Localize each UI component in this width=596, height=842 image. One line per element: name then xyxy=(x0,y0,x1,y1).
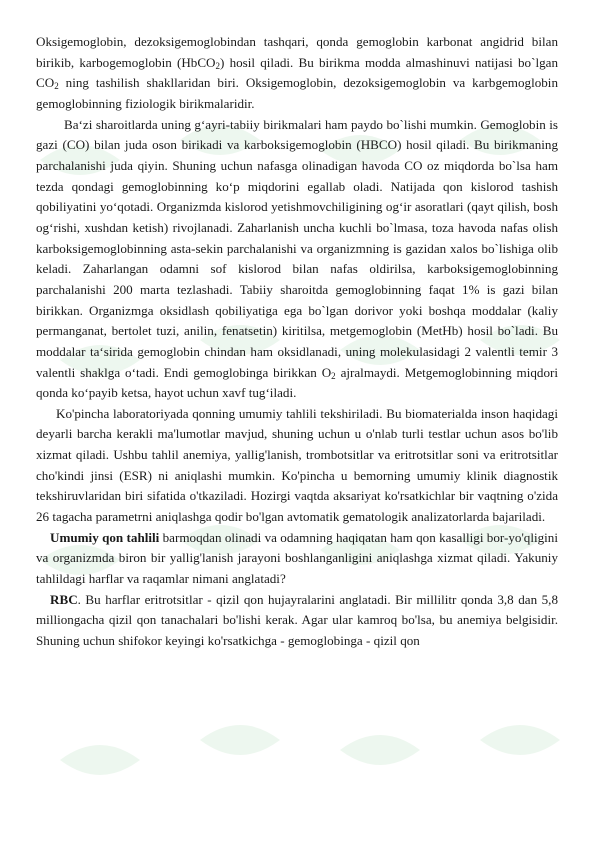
text-run: barmoqdan olinadi va odamning haqiqatan ham qon kasalligi bor-yo'qligini va organizmda biron bir yallig'lanish jarayoni boshlanganligini aniqlashga xizmat qiladi. Yakuniy tahlildagi harflar va raqamlar nimani anglatadi? xyxy=(36,529,558,587)
paragraph-1 xyxy=(36,32,558,115)
text-run: Ko'pincha laboratoriyada qonning umumiy tahlili tekshiriladi. Bu biomaterialda inson haqidagi deyarli barcha kerakli ma'lumotlar mavjud, shuning uchun u o'nlab turli testlar uchun asos bo'lib xizmat qiladi. Ushbu tahlil anemiya, yallig'lanish, trombotsitlar va eritrotsitlar soni va eritrotsitlar cho'kindi jinsi (ESR) ni aniqlashi mumkin. Ko'pincha u bemorning umumiy klinik diagnostik tekshiruvlaridan biri sifatida o'tkaziladi. Hozirgi vaqtda aksariyat ko'rsatkichlar bir vaqtning o'zida 26 tagacha parametrni aniqlashga qodir bo'lgan avtomatik gematologik analizatorlarda bajariladi. xyxy=(36,405,558,525)
paragraph-2 xyxy=(36,115,558,404)
text-run: . Bu harflar eritrotsitlar - qizil qon hujayralarini anglatadi. Bir millilitr qonda 3,8 dan 5,8 milliongacha qizil qon tanachalari bo'lishi kerak. Agar ular kamroq bo'lsa, bu anemiya belgisidir. Shuning uchun shifokor keyingi ko'rsatkichga - gemoglobinga - qizil qon xyxy=(36,591,558,649)
paragraph-4 xyxy=(36,528,558,590)
text-run: Oksigemoglobin, dezoksigemoglobindan tashqari, qonda gemoglobin karbonat angidrid bilan birikib, karbogemoglobin (HbCO xyxy=(36,34,558,70)
paragraph-3 xyxy=(36,404,558,528)
subscript: 2 xyxy=(215,60,221,71)
subscript: 2 xyxy=(331,370,336,381)
term-heading: Umumiy qon tahlili xyxy=(50,529,160,545)
text-run: ajralmaydi. Metgemoglobinning miqdori qonda ko‘payib ketsa, hayot uchun xavf tug‘iladi. xyxy=(36,364,558,401)
text-run: ) hosil qiladi. Bu birikma modda almashinuvi natijasi bo`lgan CO xyxy=(36,54,558,91)
term-heading: RBC xyxy=(50,591,78,607)
paragraph-5 xyxy=(36,590,558,652)
document-body xyxy=(36,32,558,652)
text-run: ning tashilish shakllaridan biri. Oksigemoglobin, dezoksigemoglobin va karbgemoglobin gemoglobinning fiziologik birikmalaridir. xyxy=(36,75,558,111)
text-run: Ba‘zi sharoitlarda uning g‘ayri-tabiiy birikmalari ham paydo bo`lishi mumkin. Gemoglobin is gazi (CO) bilan juda oson birikadi va karboksigemoglobin (HBCO) hosil qiladi. Bu birikmaning parchalanishi juda qiyin. Shuning uchun nafasga olinadigan havoda CO oz miqdorda bo`lsa ham tezda qondagi gemoglobinning ko‘p miqdorini egallab oladi. Natijada qon kislorod tashish qobiliyatini yo‘qotadi. Organizmda kislorod yetishmovchiligining og‘ir asoratlari (qayt qilish, bosh og‘rishi, xushdan ketish) rivojlanadi. Zaharlanish uncha kuchli bo`lmasa, toza havoda nafas olish karboksigemoglobinning asta-sekin parchalanishi va organizmning is gazidan xalos bo`lishiga olib keladi. Zaharlangan odamni sof kislorod bilan nafas oldirilsa, karboksigemoglobinning parchalanishi 200 marta tezlashadi. Tabiiy sharoitda gemoglobinning faqat 1% is gazi bilan birikkan. Organizmga oksidlash qobiliyatiga ega bo`lgan dorivor yoki boshqa moddalar (kaliy permanganat, bertolet tuzi, anilin, fenatsetin) kiritilsa, metgemoglobin (MetHb) hosil bo`ladi. Bu moddalar ta‘sirida gemoglobin chindan ham oksidlanadi, uning molekulasidagi 2 valentli temir 3 valentli shaklga o‘tadi. Endi gemoglobinga birikkan O xyxy=(36,116,558,380)
subscript: 2 xyxy=(54,81,59,92)
